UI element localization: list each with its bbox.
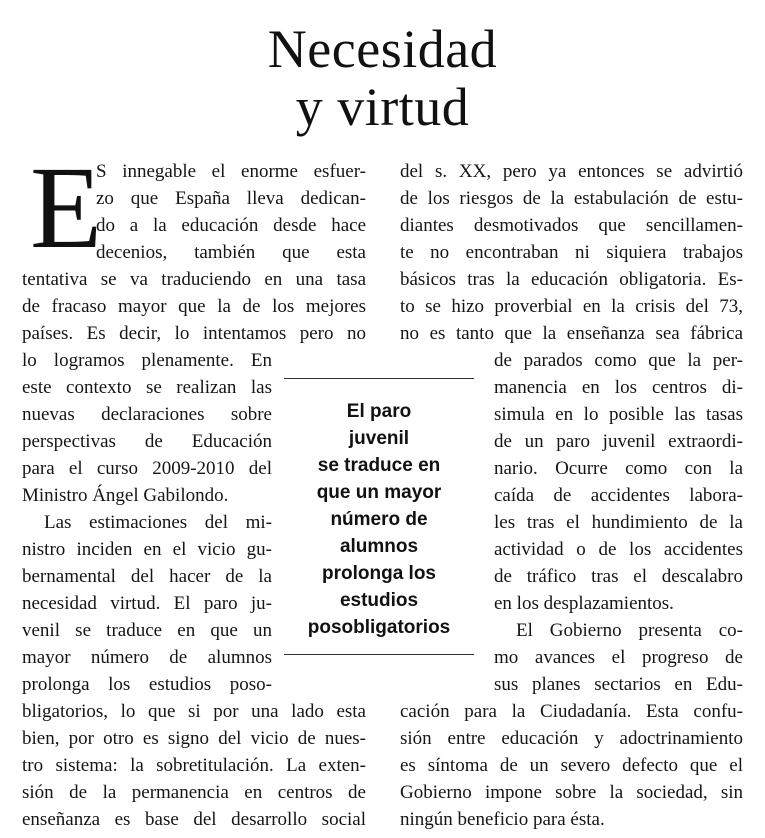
pull-quote-bottom-rule: [284, 654, 474, 655]
pull-quote: [284, 398, 474, 641]
col2-line: nario. Ocurre como con la: [494, 458, 743, 479]
col2-line: to se hizo proverbial en la crisis del 73,: [400, 296, 743, 317]
col1-line: zo que España lleva dedican-: [96, 188, 366, 209]
col2-line: ningún beneficio para ésta.: [400, 809, 605, 830]
drop-cap: E: [30, 142, 103, 273]
col2-line: del s. XX, pero ya entonces se advirtió: [400, 161, 743, 182]
col2-line: Gobierno impone sobre la sociedad, sin: [400, 782, 743, 803]
pull-quote-line: estudios: [339, 590, 419, 611]
col1-line: de fracaso mayor que la de los mejores: [22, 296, 366, 317]
col2-line: en los desplazamientos.: [494, 593, 674, 614]
col1-line: países. Es decir, lo intentamos pero no: [22, 323, 366, 344]
col1-line: Ministro Ángel Gabilondo.: [22, 485, 229, 506]
col2-line: te no encontraban ni siquiera trabajos: [400, 242, 743, 263]
col1-line: tentativa se va traduciendo en una tasa: [22, 269, 366, 290]
col1-line: para el curso 2009-2010 del: [22, 458, 272, 479]
pull-quote-top-rule: [284, 378, 474, 379]
col1-line: lo logramos plenamente. En: [22, 350, 272, 371]
col2-line: de parados como que la per-: [494, 350, 743, 371]
col1-line: bligatorios, lo que si por una lado esta: [22, 701, 366, 722]
col1-line: venil se traduce en que un: [22, 620, 272, 641]
col2-line: caída de accidentes labora-: [494, 485, 743, 506]
col1-line: perspectivas de Educación: [22, 431, 272, 452]
col2-line: de un paro juvenil extraordi-: [494, 431, 743, 452]
col2-line: manencia en los centros di-: [494, 377, 743, 398]
col1-line: sión de la permanencia en centros de: [22, 782, 366, 803]
pull-quote-line: se traduce en: [317, 455, 441, 476]
col2-line: cación para la Ciudadanía. Esta confu-: [400, 701, 743, 722]
pull-quote-line: alumnos: [339, 536, 419, 557]
col2-line: de los riesgos de la estabulación de estu-: [400, 188, 743, 209]
article-title: [0, 20, 765, 136]
col1-line: S innegable el enorme esfuer-: [96, 161, 366, 182]
col2-line: sión entre educación y adoctrinamiento: [400, 728, 743, 749]
col1-line: necesidad virtud. El paro ju-: [22, 593, 272, 614]
col2-line: no es tanto que la enseñanza sea fábrica: [400, 323, 743, 344]
col2-line: actividad o de los accidentes: [494, 539, 743, 560]
col2-line: de tráfico tras el descalabro: [494, 566, 743, 587]
col2-line: les tras el hundimiento de la: [494, 512, 743, 533]
pull-quote-line: número de: [330, 509, 428, 530]
title-line-1: Necesidad: [267, 19, 498, 79]
pull-quote-line: prolonga los: [322, 563, 436, 584]
col2-line: El Gobierno presenta co-: [516, 620, 743, 641]
col1-line: mayor número de alumnos: [22, 647, 272, 668]
col1-line: este contexto se realizan las: [22, 377, 272, 398]
col1-line: nuevas declaraciones sobre: [22, 404, 272, 425]
col1-line: bernamental del hacer de la: [22, 566, 272, 587]
col1-line: bien, por otro es signo del vicio de nues-: [22, 728, 366, 749]
col1-line: prolonga los estudios poso-: [22, 674, 272, 695]
pull-quote-line: que un mayor: [316, 482, 442, 503]
col2-line: mo avances el progreso de: [494, 647, 743, 668]
col2-line: sus planes sectarios en Edu-: [494, 674, 743, 695]
title-line-2: y virtud: [295, 77, 470, 137]
col1-line: tro sistema: la sobretitulación. La exten-: [22, 755, 366, 776]
pull-quote-line: posobligatorios: [307, 617, 451, 638]
col1-line: enseñanza es base del desarrollo social: [22, 809, 366, 830]
col2-line: es síntoma de un severo defecto que el: [400, 755, 743, 776]
pull-quote-line: juvenil: [348, 428, 410, 449]
col1-line: Las estimaciones del mi-: [44, 512, 272, 533]
col2-line: diantes desmotivados que sencillamen-: [400, 215, 743, 236]
col1-line: do a la educación desde hace: [96, 215, 366, 236]
pull-quote-line: El paro: [346, 401, 412, 422]
col2-line: básicos tras la educación obligatoria. Es-: [400, 269, 743, 290]
col1-line: nistro inciden en el vicio gu-: [22, 539, 272, 560]
col2-line: simula en lo posible las tasas: [494, 404, 743, 425]
col1-line: decenios, también que esta: [96, 242, 366, 263]
